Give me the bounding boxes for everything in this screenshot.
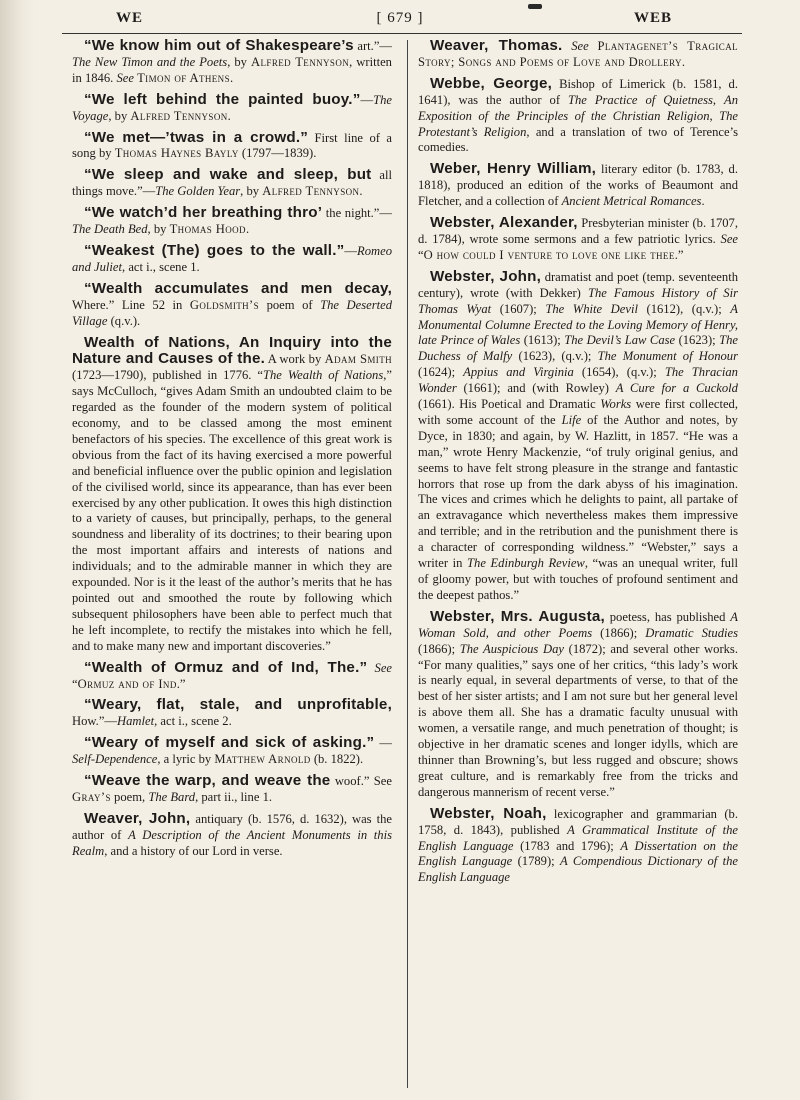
italic-title: A Description of the Ancient Monuments in this Realm: [72, 827, 393, 858]
entry-text: (1661); and (with Rowley): [456, 381, 616, 396]
entry-text: (1613);: [520, 333, 565, 348]
entry-text: [367, 661, 374, 675]
italic-title: Life: [561, 412, 582, 427]
italic-title: The Protestant’s Religion: [418, 108, 739, 139]
italic-title: See: [116, 70, 134, 85]
dictionary-entry: [418, 609, 738, 801]
dictionary-entry: [418, 269, 738, 604]
small-caps-name: Thomas Haynes Bayly: [114, 146, 239, 161]
entry-text: .: [359, 184, 363, 199]
entry-text: (1612), (q.v.);: [637, 301, 731, 316]
small-caps-name: Ormuz and of Ind: [77, 676, 177, 691]
entry-text: .”: [176, 676, 186, 691]
entry-headword: “We know him out of Shakespeare’s: [84, 37, 354, 54]
entry-text: Presbyterian minister (b. 1707, d. 1784), wrote some sermons and a few patriotic lyrics.: [418, 216, 738, 246]
italic-title: The Death Bed: [72, 222, 148, 237]
dictionary-entry: [418, 215, 738, 264]
entry-text: (1866);: [592, 625, 646, 640]
dictionary-entry: [72, 38, 392, 87]
dictionary-entry: [72, 811, 392, 860]
small-caps-name: O how could I venture to love one like thee: [423, 247, 675, 262]
entry-text: (1607);: [491, 301, 546, 316]
entry-text: woof.” See: [330, 774, 392, 789]
entry-text: of the Author and notes, by Dyce, in 1830; and again, by W. Hazlitt, in 1857. “He was a man,” wrote Henry Mackenzie, “of truly original genius, and seems to have felt strong pleasure in the strange and fantastic horrors that rose up from the dark abyss of his imagination. The vices and crimes which he delights to paint, all partake of an extravagance which nevertheless makes them impressive and terrible; and in the retribution and the punishment there is a character of corresponding wildness.” “Webster,” says a writer in: [418, 412, 738, 571]
entry-text: the night.”—: [322, 206, 392, 221]
column-divider: [407, 40, 408, 1088]
italic-title: The Famous History of Sir Thomas Wyat: [418, 285, 738, 316]
entry-text: —: [344, 243, 358, 258]
dictionary-entry: [418, 76, 738, 157]
entry-text: [562, 39, 571, 53]
entry-text: ,: [712, 92, 724, 107]
entry-text: .: [245, 222, 250, 237]
entry-headword: Webster, Alexander,: [430, 214, 578, 232]
italic-title: A Compendious Dictionary of the English Language: [418, 854, 738, 885]
small-caps-name: Matthew Arnold: [214, 752, 311, 767]
dictionary-entry: [72, 167, 392, 200]
entry-text: (1872); and several other works. “For many qualities,” says one of her critics, “this lady’s work is nearly equal, in several departments of verse, to that of the best of her sister artists; and I am not sure but her general level is above them all. She has a dramatic faculty unusual with women, a versatile range, and much penetration of thought; is objective in her dramatic scenes and longer idylls, which are thinner than Browning’s, but less rugged and obscure; shows great culture, and is remarkably free from the tricks and dangerous mannerism of recent verse.”: [418, 641, 738, 799]
entry-headword: Weber, Henry William,: [430, 160, 597, 178]
italic-title: See: [720, 231, 738, 246]
entry-text: lexicographer and grammarian (b. 1758, d. 1843), published: [418, 806, 738, 837]
entry-text: A work by: [265, 352, 325, 367]
entry-text: , by: [227, 54, 252, 69]
italic-title: The Monument of Honour: [597, 349, 738, 364]
dictionary-entry: [72, 335, 392, 655]
entry-text: “: [418, 247, 424, 262]
small-caps-name: Alfred Tennyson: [251, 54, 350, 69]
italic-title: The Duchess of Malfy: [418, 333, 738, 364]
entry-headword: “Weary of myself and sick of asking.”: [84, 734, 375, 752]
entry-text: , “was an unequal writer, full of gloomy power, but with touches of profound sentiment and the deepest pathos.”: [418, 556, 738, 602]
entry-text: (1624);: [418, 365, 464, 380]
italic-title: An Exposition of the Principles of the Christian Religion: [418, 92, 738, 123]
italic-title: The Golden Year: [155, 184, 241, 199]
running-head: [80, 10, 720, 32]
italic-title: The Devil’s Law Case: [564, 333, 676, 348]
entry-text: , a lyric by: [157, 752, 215, 767]
entry-text: , part ii., line 1.: [195, 789, 273, 804]
binding-shadow: [0, 0, 34, 1100]
entry-headword: Webster, Noah,: [430, 804, 547, 822]
entry-text: .”: [674, 247, 684, 262]
entry-text: , by: [240, 184, 263, 199]
entry-text: antiquary (b. 1576, d. 1632), was the author of: [72, 811, 392, 842]
dictionary-entry: [72, 92, 392, 125]
dictionary-entry: [72, 660, 392, 693]
italic-title: See: [571, 39, 589, 53]
entry-text: , and a history of our Lord in verse.: [104, 843, 283, 858]
italic-title: The Auspicious Day: [459, 641, 564, 656]
header-rule: [62, 33, 742, 34]
right-column: [418, 38, 738, 891]
italic-title: The White Devil: [545, 301, 638, 316]
entry-headword: “Weakest (The) goes to the wall.”: [84, 241, 345, 259]
entry-text: First line of a song by: [72, 130, 392, 161]
dictionary-entry: [72, 697, 392, 730]
small-caps-name: Alfred Tennyson: [130, 108, 228, 123]
running-head-right: WEB: [633, 10, 672, 26]
page-number: [ 679 ]: [376, 10, 424, 26]
italic-title: The Voyage: [72, 92, 392, 123]
entry-headword: “We met—’twas in a crowd.”: [84, 128, 309, 146]
small-caps-name: Gray’s: [72, 789, 111, 804]
dictionary-entry: [418, 38, 738, 71]
italic-title: The Wealth of Nations: [263, 368, 384, 383]
dictionary-entry: [418, 161, 738, 210]
entry-text: , written in 1846.: [72, 54, 392, 85]
small-caps-name: Goldsmith’s: [189, 297, 260, 312]
entry-text: poem of: [259, 297, 321, 312]
entry-text: , act i., scene 1.: [122, 259, 200, 274]
italic-title: A Cure for a Cuckold: [615, 381, 738, 396]
entry-headword: “Wealth of Ormuz and of Ind, The.”: [84, 658, 368, 676]
entry-text: (b. 1822).: [310, 752, 364, 767]
entry-headword: “Wealth accumulates and men decay,: [84, 279, 392, 297]
dictionary-entry: [72, 205, 392, 238]
entry-headword: “Weary, flat, stale, and unprofitable,: [84, 696, 392, 714]
entry-text: art.”—: [353, 39, 393, 53]
dictionary-entry: [72, 243, 392, 276]
italic-title: Hamlet: [117, 714, 155, 729]
dictionary-entry: [72, 130, 392, 163]
entry-text: —: [360, 92, 374, 107]
dictionary-entry: [418, 806, 738, 887]
entry-headword: “We left behind the painted buoy.”: [84, 90, 361, 108]
entry-text: .: [681, 54, 686, 69]
italic-title: Works: [600, 397, 632, 412]
entry-text: , act i., scene 2.: [154, 714, 232, 729]
entry-text: “: [72, 676, 78, 691]
entry-text: , by: [108, 108, 131, 123]
entry-headword: Webster, Mrs. Augusta,: [430, 607, 605, 625]
entry-text: (1797—1839).: [238, 146, 317, 161]
dictionary-entry: [72, 735, 392, 768]
entry-headword: Webbe, George,: [430, 74, 553, 92]
italic-title: The Edinburgh Review: [467, 556, 585, 571]
entry-text: poem,: [110, 789, 149, 804]
entry-text: How.”—: [72, 714, 118, 729]
entry-text: .: [701, 194, 705, 209]
entry-text: Bishop of Limerick (b. 1581, d. 1641), was the author of: [418, 76, 738, 107]
entry-text: .: [227, 108, 231, 123]
entry-headword: Weaver, John,: [84, 809, 191, 827]
italic-title: Romeo and Juliet: [72, 243, 392, 274]
entry-text: literary editor (b. 1783, d. 1818), produced an edition of the works of Beaumont and Fletcher, and a collection of: [418, 162, 738, 209]
entry-headword: “We watch’d her breathing thro’: [84, 204, 323, 222]
entry-text: (1623), (q.v.);: [512, 349, 598, 364]
entry-headword: Weaver, Thomas.: [430, 37, 563, 54]
italic-title: The New Timon and the Poets: [72, 54, 228, 69]
italic-title: Dramatic Studies: [645, 625, 738, 640]
small-caps-name: Adam Smith: [324, 352, 393, 367]
left-column: [72, 38, 392, 865]
running-head-left: WE: [116, 10, 144, 26]
italic-title: A Monumental Columne Erected to the Loving Memory of Henry, late Prince of Wales: [418, 301, 738, 348]
italic-title: A Dissertation on the English Language: [418, 838, 738, 869]
small-caps-name: Alfred Tennyson: [262, 184, 360, 199]
entry-text: , and a translation of two of Terence’s comedies.: [418, 124, 738, 155]
entry-text: (1623);: [675, 333, 720, 348]
entry-text: dramatist and poet (temp. seventeenth century), wrote (with Dekker): [418, 269, 738, 300]
entry-headword: “We sleep and wake and sleep, but: [84, 166, 372, 184]
entry-text: (1783 and 1796);: [513, 838, 621, 853]
entry-text: (q.v.).: [107, 313, 141, 328]
italic-title: The Thracian Wonder: [418, 365, 738, 396]
italic-title: The Bard: [148, 789, 196, 804]
entry-text: —: [374, 736, 392, 751]
entry-text: ,: [709, 108, 720, 123]
entry-text: (1661). His Poetical and Dramatic: [418, 397, 601, 412]
italic-title: A Woman Sold, and other Poems: [418, 609, 738, 640]
entry-text: (1654), (q.v.);: [573, 365, 665, 380]
entry-text: poetess, has published: [604, 609, 731, 624]
dictionary-entry: [72, 773, 392, 806]
italic-title: Self-Dependence: [72, 752, 158, 767]
italic-title: A Grammatical Institute of the English Language: [418, 822, 738, 853]
entry-text: (1789);: [512, 854, 561, 869]
italic-title: The Practice of Quietness: [567, 92, 713, 107]
small-caps-name: Thomas Hood: [169, 222, 246, 237]
italic-title: See: [374, 660, 392, 675]
entry-headword: Webster, John,: [430, 267, 542, 285]
ink-mark: [528, 4, 542, 9]
small-caps-name: Plantagenet’s Tragical Story; Songs and Poems of Love and Drollery: [418, 39, 738, 69]
entry-text: Where.” Line 52 in: [72, 297, 190, 312]
entry-text: (1866);: [418, 641, 460, 656]
small-caps-name: Timon of Athens: [137, 70, 230, 85]
entry-text: were first collected, with some account of the: [418, 397, 738, 427]
entry-text: ,” says McCulloch, “gives Adam Smith an undoubted claim to be regarded as the founder of the modern system of political economy, and to be classed among the most eminent benefactors of his species. The excellence of this great work is obvious from the fact of its having exercised a more powerful and beneficial influence over the public opinion and legislation of the civilised world, since its appearance, than has ever been exercised by any other publication. It owes this high distinction to a variety of causes, but principally, perhaps, to the general soundness and liberality of its doctrines; to their bearing upon the most important affairs and interests of nations and individuals; and to the admirable manner in which they are expounded. Nor is it the least of the author’s merits that he has pointed out and smoothed the route by following which subsequent philosophers have been able to perfect much that he left incomplete, to rectify the mistakes into which he fell, and to make many new and important discoveries.”: [72, 368, 392, 653]
entry-text: , by: [147, 222, 170, 237]
italic-title: Appius and Virginia: [463, 365, 574, 380]
dictionary-entry: [72, 281, 392, 330]
italic-title: The Deserted Village: [72, 297, 392, 328]
entry-headword: “Weave the warp, and weave the: [84, 772, 331, 790]
italic-title: Ancient Metrical Romances: [561, 194, 702, 209]
entry-text: .: [229, 70, 234, 85]
entry-text: all things move.”—: [72, 168, 392, 199]
entry-headword: Wealth of Nations, An Inquiry into the Nature and Causes of the.: [72, 333, 392, 368]
entry-text: (1723—1790), published in 1776. “: [72, 368, 263, 383]
